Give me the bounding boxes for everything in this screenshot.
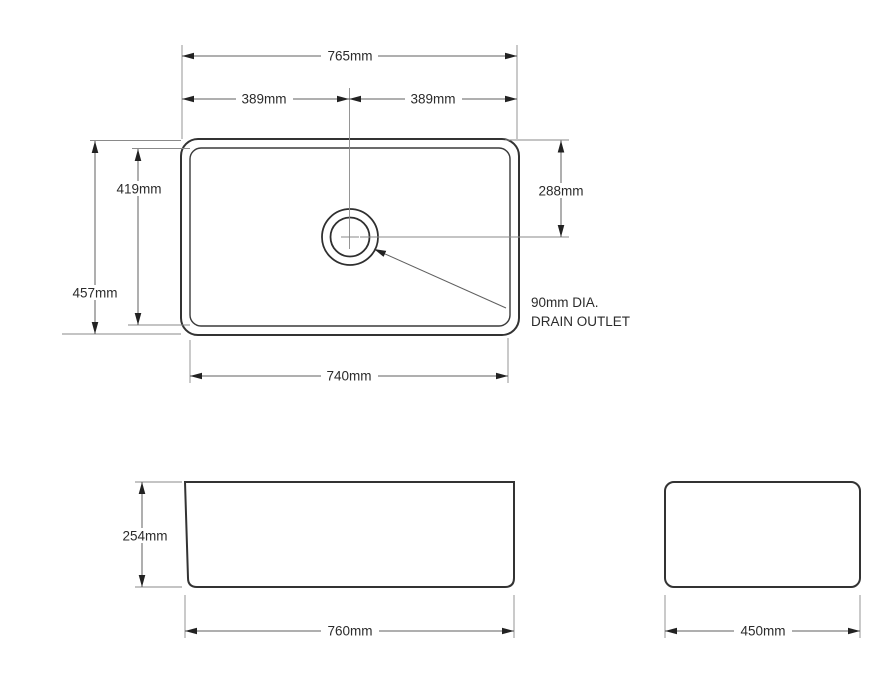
dim-overall-width-label: 765mm <box>327 48 373 64</box>
dim-bowl-width-label: 740mm <box>326 368 372 384</box>
dimension-centre-left <box>182 91 349 107</box>
dimension-drain-offset <box>533 141 590 238</box>
dim-overall-depth-label: 457mm <box>72 285 118 301</box>
dimension-centre-right <box>349 91 517 107</box>
front-view-extension-lines <box>135 482 514 638</box>
side-view-outline <box>665 482 860 587</box>
dimension-overall-depth <box>66 141 123 334</box>
dim-centre-right-label: 389mm <box>410 91 456 107</box>
drain-leader-line <box>374 249 506 308</box>
dim-front-width-label: 760mm <box>327 623 373 639</box>
dimension-bowl-width <box>190 368 508 384</box>
side-view <box>665 482 860 639</box>
drain-note <box>374 249 630 329</box>
dim-drain-offset-label: 288mm <box>538 183 584 199</box>
front-view-outline <box>185 482 514 587</box>
drain-note-line2: DRAIN OUTLET <box>531 314 631 329</box>
dim-side-width-label: 450mm <box>740 623 786 639</box>
dim-centre-left-label: 389mm <box>241 91 287 107</box>
dimension-side-width <box>665 623 860 639</box>
top-view <box>62 45 630 384</box>
front-view <box>116 482 514 639</box>
dimension-front-height <box>116 482 173 587</box>
dimension-front-width <box>185 623 514 639</box>
dim-bowl-depth-label: 419mm <box>116 181 162 197</box>
dimension-overall-width <box>182 48 517 64</box>
drain-note-line1: 90mm DIA. <box>531 295 599 310</box>
dim-front-height-label: 254mm <box>122 528 168 544</box>
